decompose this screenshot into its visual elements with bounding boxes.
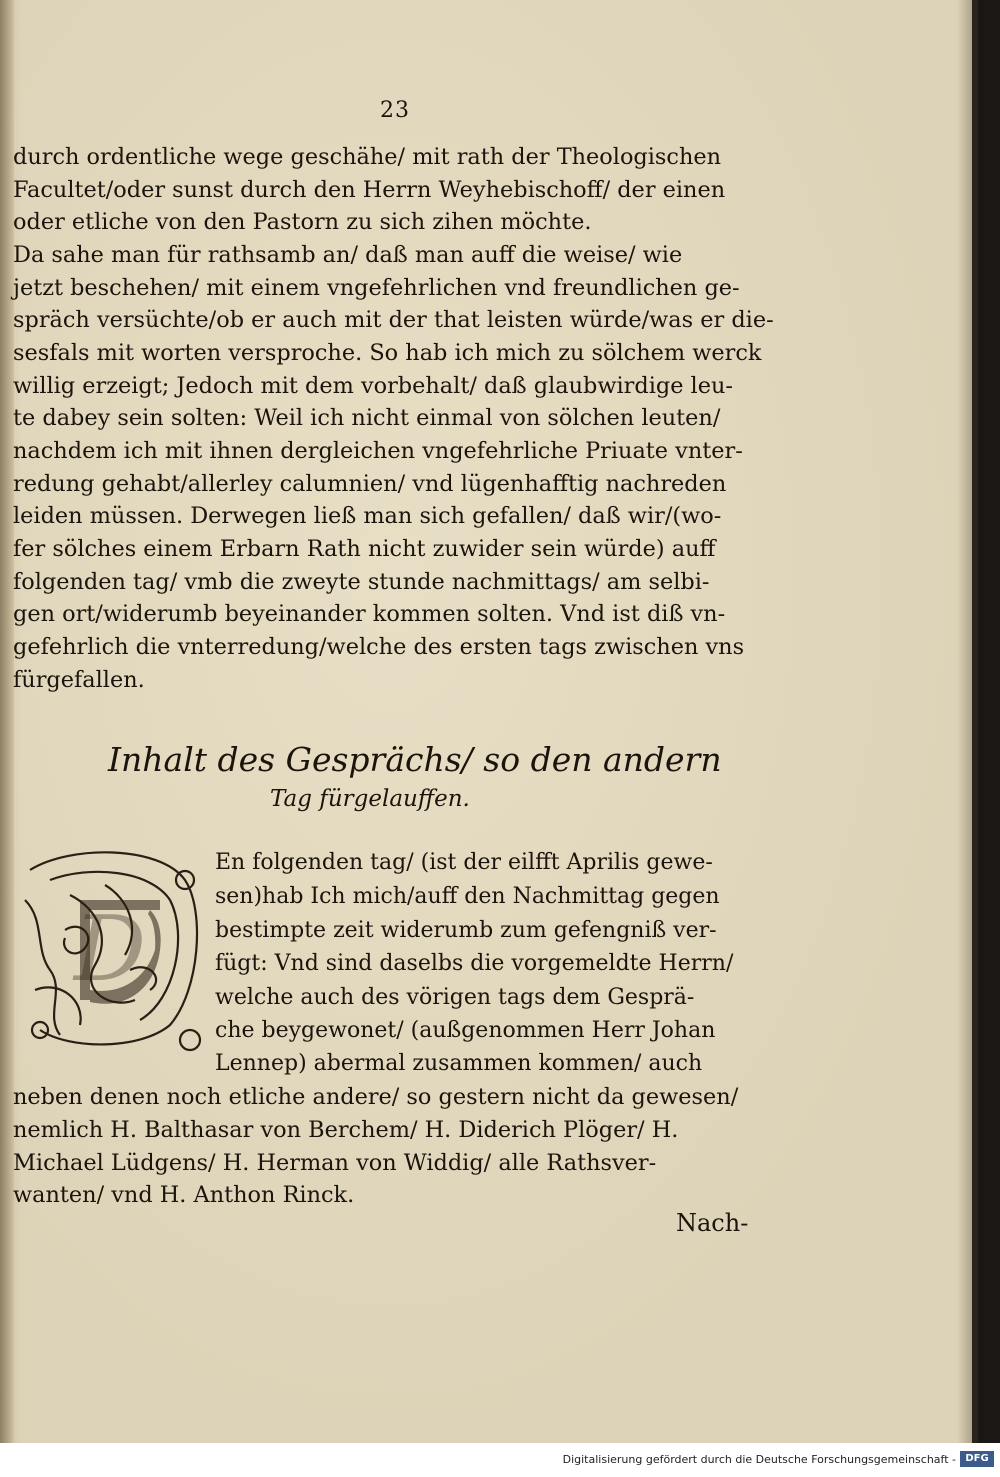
section-subheading: Tag fürgelauffen. xyxy=(270,786,470,812)
text-line: fürgefallen. xyxy=(13,667,145,693)
text-line: fügt: Vnd sind daselbs die vorgemeldte Herrn/ xyxy=(215,951,734,976)
text-line: Da sahe man für rathsamb an/ daß man auff die weise/ wie xyxy=(13,242,683,268)
dfg-logo-icon: DFG xyxy=(960,1451,994,1467)
decorated-initial xyxy=(10,840,210,1055)
text-line: sen)hab Ich mich/auff den Nachmittag gegen xyxy=(215,884,720,909)
catchword: Nach- xyxy=(676,1209,749,1237)
footer-credit: Digitalisierung gefördert durch die Deutsche Forschungsgemeinschaft - xyxy=(562,1453,956,1466)
text-line: bestimpte zeit widerumb zum gefengniß ver- xyxy=(215,918,717,943)
text-line: redung gehabt/allerley calumnien/ vnd lügenhafftig nachreden xyxy=(13,471,727,497)
text-line: durch ordentliche wege geschähe/ mit rath der Theologischen xyxy=(13,144,722,170)
text-line: Michael Lüdgens/ H. Herman von Widdig/ alle Rathsver- xyxy=(13,1150,657,1176)
text-line: fer sölches einem Erbarn Rath nicht zuwider sein würde) auff xyxy=(13,536,716,562)
page-number: 23 xyxy=(380,98,410,123)
text-line: welche auch des vörigen tags dem Gesprä- xyxy=(215,985,695,1010)
page-gutter xyxy=(0,0,14,1443)
text-line: leiden müssen. Derwegen ließ man sich gefallen/ daß wir/(wo- xyxy=(13,503,722,529)
text-line: oder etliche von den Pastorn zu sich zihen möchte. xyxy=(13,209,592,235)
text-line: Facultet/oder sunst durch den Herrn Weyhebischoff/ der einen xyxy=(13,177,726,203)
section-heading: Inhalt des Gesprächs/ so den andern xyxy=(108,740,722,779)
text-line: nemlich H. Balthasar von Berchem/ H. Diderich Plöger/ H. xyxy=(13,1117,679,1143)
text-line: gen ort/widerumb beyeinander kommen solten. Vnd ist diß vn- xyxy=(13,601,726,627)
ornament-initial-icon xyxy=(10,840,210,1055)
footer-bar xyxy=(0,1443,1000,1477)
text-line: Lennep) abermal zusammen kommen/ auch xyxy=(215,1051,703,1076)
text-line: gefehrlich die vnterredung/welche des ersten tags zwischen vns xyxy=(13,634,745,660)
text-line: te dabey sein solten: Weil ich nicht einmal von sölchen leuten/ xyxy=(13,405,721,431)
text-line: willig erzeigt; Jedoch mit dem vorbehalt/ daß glaubwirdige leu- xyxy=(13,373,733,399)
text-line: spräch versüchte/ob er auch mit der that leisten würde/was er die- xyxy=(13,307,774,333)
text-line: En folgenden tag/ (ist der eilfft Aprilis gewe- xyxy=(215,850,713,875)
text-line: jetzt beschehen/ mit einem vngefehrlichen vnd freundlichen ge- xyxy=(13,275,740,301)
text-line: che beygewonet/ (außgenommen Herr Johan xyxy=(215,1018,716,1043)
text-line: neben denen noch etliche andere/ so gestern nicht da gewesen/ xyxy=(13,1084,739,1110)
text-line: sesfals mit worten versproche. So hab ich mich zu sölchem werck xyxy=(13,340,762,366)
text-line: nachdem ich mit ihnen dergleichen vngefehrliche Priuate vnter- xyxy=(13,438,743,464)
text-line: wanten/ vnd H. Anthon Rinck. xyxy=(13,1182,355,1208)
page-edge xyxy=(972,0,978,1443)
text-line: folgenden tag/ vmb die zweyte stunde nachmittags/ am selbi- xyxy=(13,569,710,595)
initial-letter: D xyxy=(73,897,147,1002)
